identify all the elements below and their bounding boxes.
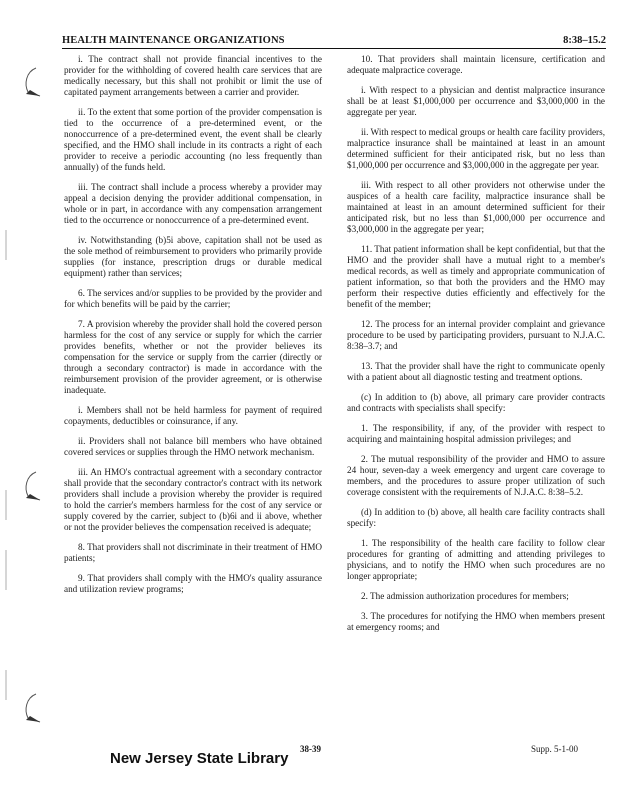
paragraph: iv. Notwithstanding (b)5i above, capitation shall not be used as the sole method of reimbursement to providers who primarily provide supplies (for instance, prescription drugs or durable medical equipment) rather than services; [64,235,322,278]
paragraph: i. Members shall not be held harmless for payment of required copayments, deductibles or coinsurance, if any. [64,405,322,426]
library-stamp: New Jersey State Library [110,750,289,767]
margin-bracket-icon [18,692,48,726]
header-section-number: 8:38–15.2 [563,35,606,46]
paragraph: 2. The admission authorization procedures for members; [361,591,569,601]
right-column [347,54,605,642]
paragraph: 7. A provision whereby the provider shall hold the covered person harmless for the cost of any service or supply for which the carrier provides benefits, whether or not the provider believes its compensation for the service or supply from the carrier (directly or through a secondary contractor) is made in accordance with the reimbursement provision of the provider agreement, or is otherwise inadequate. [64,319,322,395]
paragraph: 13. That the provider shall have the right to communicate openly with a patient about all diagnostic testing and treatment options. [347,361,605,382]
margin-scan-ticks [2,230,10,730]
paragraph: 2. The mutual responsibility of the provider and HMO to assure 24 hour, seven-day a week emergency and urgent care coverage to members, and the procedures to assure proper utilization of such coverage consistent with the requirements of N.J.A.C. 8:38–5.2. [347,454,605,497]
paragraph: iii. An HMO's contractual agreement with a secondary contractor shall provide that the secondary contractor's contract with its network providers shall include a provision whereby the provider is required to hold the carrier's members harmless for the cost of any service or supply covered by the carrier, subject to (b)6i and ii above, whether or not the provider believes the compensation received is adequate; [64,467,322,532]
paragraph: ii. To the extent that some portion of the provider compensation is tied to the occurrence of a pre-determined event, or the nonoccurrence of a pre-determined event, the event shall be clearly specified, and the HMO shall include in its contracts a right of each provider to receive a periodic accounting (no less frequently than annually) of the funds held. [64,107,322,172]
page-footer [0,740,618,780]
paragraph: 6. The services and/or supplies to be provided by the provider and for which benefits will be paid by the carrier; [64,288,322,309]
paragraph: i. With respect to a physician and dentist malpractice insurance shall be at least $1,000,000 per occurrence and $3,000,000 in the aggregate per year. [347,85,605,117]
paragraph: iii. With respect to all other providers not otherwise under the auspices of a health care facility, malpractice insurance shall be maintained at least in an amount determined sufficient for their anticipated risk, but no less than $1,000,000 per occurrence and $3,000,000 in the aggregate per year; [347,180,605,234]
header-title: HEALTH MAINTENANCE ORGANIZATIONS [62,35,285,46]
paragraph: 12. The process for an internal provider complaint and grievance procedure to be used by participating providers, pursuant to N.J.A.C. 8:38–3.7; and [347,319,605,351]
paragraph: ii. With respect to medical groups or health care facility providers, malpractice insurance shall be maintained at least in an amount determined sufficient for their anticipated risk, but no less than $1,000,000 per occurrence and $3,000,000 in the aggregate per year. [347,127,605,170]
paragraph: 10. That providers shall maintain licensure, certification and adequate malpractice coverage. [347,54,605,75]
paragraph: 9. That providers shall comply with the HMO's quality assurance and utilization review programs; [64,573,322,594]
left-column [64,54,322,604]
supplement-date: Supp. 5-1-00 [531,744,578,754]
paragraph: ii. Providers shall not balance bill members who have obtained covered services or supplies through the HMO network mechanism. [64,436,322,457]
paragraph: 1. The responsibility of the health care facility to follow clear procedures for granting of admitting and attending privileges to physicians, and to notify the HMO when such procedures are no longer appropriate; [347,538,605,581]
page-number: 38-39 [300,744,321,754]
paragraph: (c) In addition to (b) above, all primary care provider contracts and contracts with specialists shall specify: [347,392,605,413]
margin-bracket-icon [18,66,48,100]
paragraph: 3. The procedures for notifying the HMO when members present at emergency rooms; and [347,611,605,632]
paragraph: 1. The responsibility, if any, of the provider with respect to acquiring and maintaining hospital admission privileges; and [347,423,605,444]
margin-bracket-icon [18,470,48,504]
paragraph: (d) In addition to (b) above, all health care facility contracts shall specify: [347,507,605,528]
running-header [62,30,606,49]
paragraph: 11. That patient information shall be kept confidential, but that the HMO and the provider shall have a mutual right to a member's medical records, as well as timely and appropriate communication of patient information, so that both the providers and the HMO may perform their respective duties efficiently and effectively for the benefit of the member; [347,244,605,309]
paragraph: 8. That providers shall not discriminate in their treatment of HMO patients; [64,542,322,563]
paragraph: i. The contract shall not provide financial incentives to the provider for the withholding of covered health care services that are medically necessary, but this shall not prohibit or limit the use of capitated payment arrangements between a carrier and provider. [64,54,322,97]
paragraph: iii. The contract shall include a process whereby a provider may appeal a decision denying the provider additional compensation, in whole or in part, in accordance with any compensation arrangement tied to the occurrence or nonoccurrence of a pre-determined event. [64,182,322,225]
